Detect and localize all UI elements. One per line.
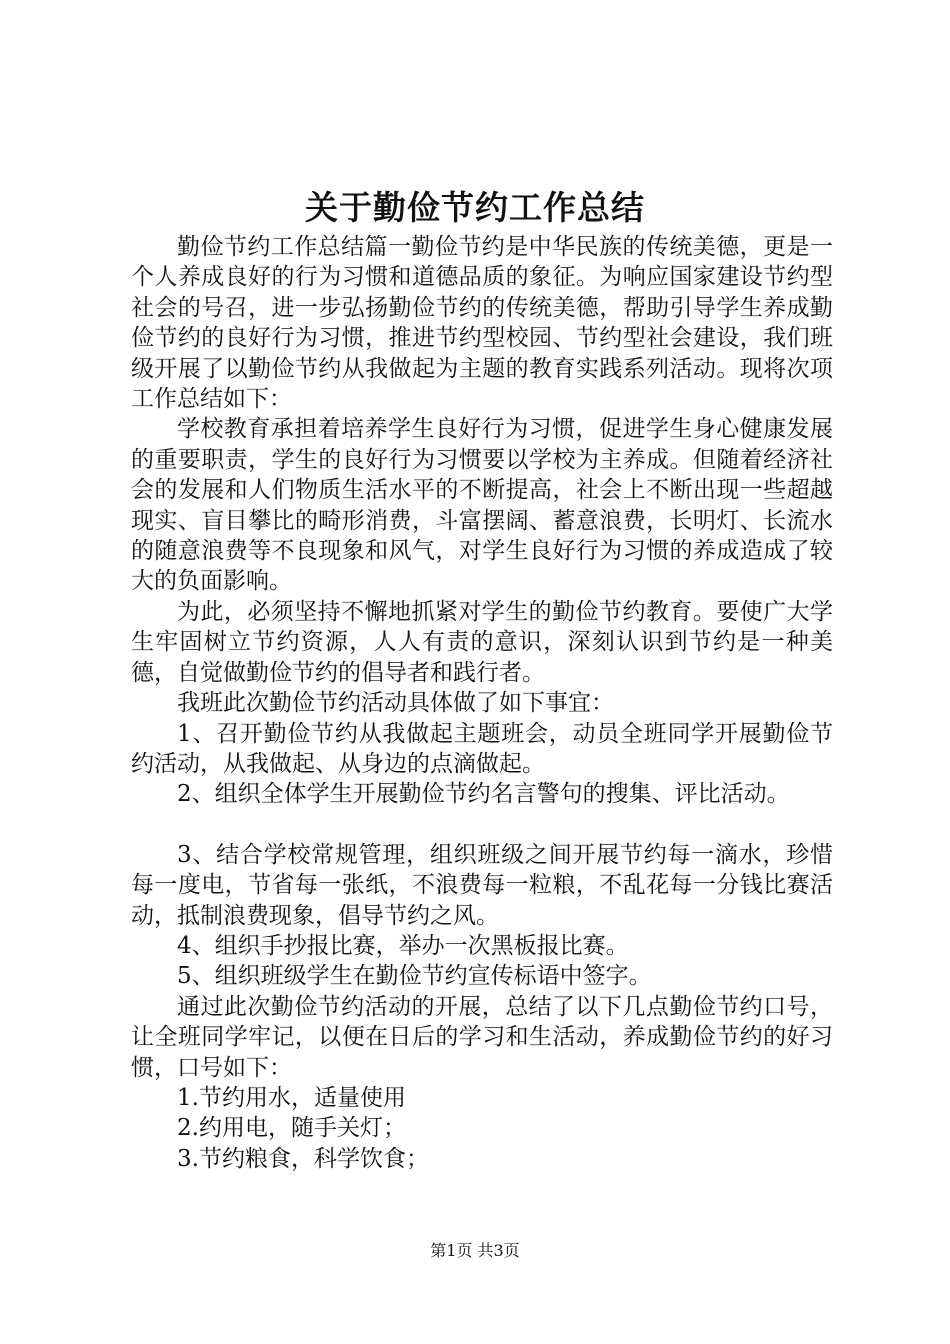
paragraph-purpose: 为此，必须坚持不懈地抓紧对学生的勤俭节约教育。要使广大学生牢固树立节约资源，人人有责的意识，深刻认识到节约是一种美德，自觉做勤俭节约的倡导者和践行者。 [131,598,833,686]
document-title: 关于勤俭节约工作总结 [305,188,645,227]
activity-item-3: 3、结合学校常规管理，组织班级之间开展节约每一滴水，珍惜每一度电，节省每一张纸，不浪费每一粒粮，不乱花每一分钱比赛活动，抵制浪费现象，倡导节约之风。 [131,841,833,929]
paragraph-slogans-lead: 通过此次勤俭节约活动的开展，总结了以下几点勤俭节约口号，让全班同学牢记，以便在日后的学习和生活动，养成勤俭节约的好习惯，口号如下： [131,993,833,1081]
paragraph-background: 学校教育承担着培养学生良好行为习惯，促进学生身心健康发展的重要职责，学生的良好行为习惯要以学校为主养成。但随着经济社会的发展和人们物质生活水平的不断提高，社会上不断出现一些超越现实、盲目攀比的畸形消费，斗富摆阔、蓄意浪费，长明灯、长流水的随意浪费等不良现象和风气，对学生良好行为习惯的养成造成了较大的负面影响。 [131,416,833,595]
slogan-item-3: 3.节约粮食，科学饮食； [177,1145,429,1172]
page-number-footer: 第1页 共3页 [430,1241,520,1260]
activity-item-1: 1、召开勤俭节约从我做起主题班会，动员全班同学开展勤俭节约活动，从我做起、从身边的点滴做起。 [131,720,833,777]
slogan-item-2: 2.约用电，随手关灯； [177,1115,406,1142]
slogan-item-1: 1.节约用水，适量使用 [177,1084,406,1111]
paragraph-intro: 勤俭节约工作总结篇一勤俭节约是中华民族的传统美德，更是一个人养成良好的行为习惯和道德品质的象征。为响应国家建设节约型社会的号召，进一步弘扬勤俭节约的传统美德，帮助引导学生养成勤俭节约的良好行为习惯，推进节约型校园、节约型社会建设，我们班级开展了以勤俭节约从我做起为主题的教育实践系列活动。现将次项工作总结如下： [131,234,833,413]
activity-item-5: 5、组织班级学生在勤俭节约宣传标语中签字。 [177,963,652,990]
activity-item-2: 2、组织全体学生开展勤俭节约名言警句的搜集、评比活动。 [177,781,790,808]
activity-item-4: 4、组织手抄报比赛，举办一次黑板报比赛。 [177,932,629,959]
document-body [131,232,833,1174]
paragraph-activities-lead: 我班此次勤俭节约活动具体做了如下事宜： [177,690,614,717]
